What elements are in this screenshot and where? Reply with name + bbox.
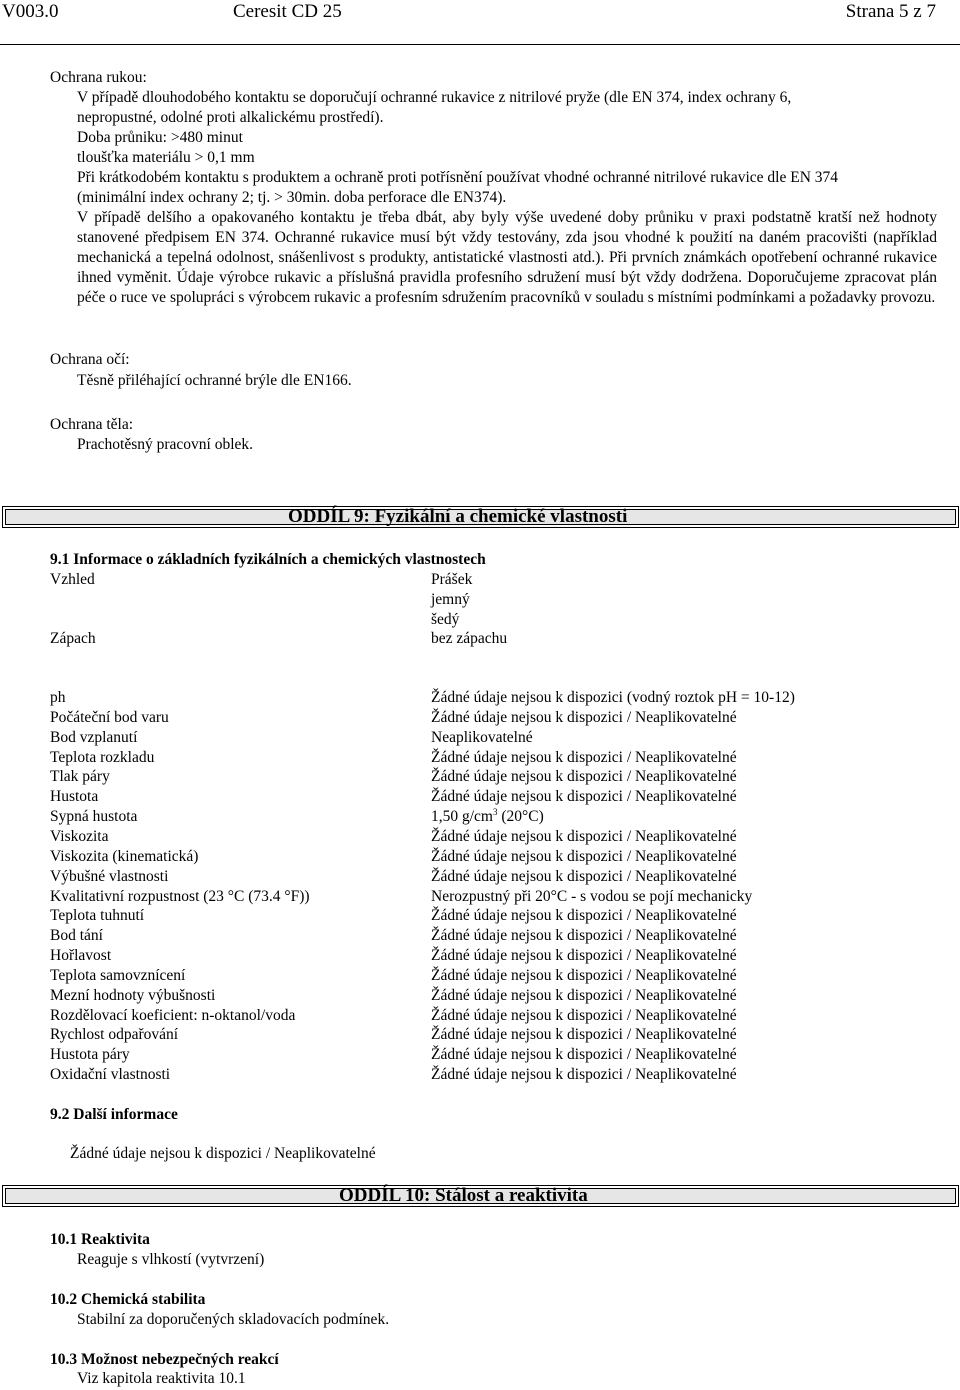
property-label: Kvalitativní rozpustnost (23 °C (73.4 °F))	[50, 888, 310, 905]
property-label: Bod tání	[50, 927, 103, 944]
doc-version: V003.0	[2, 1, 59, 22]
doc-title: Ceresit CD 25	[233, 1, 342, 22]
appearance-label: Vzhled	[50, 571, 95, 588]
hand-protection-para1-line2: nepropustné, odolné proti alkalickému prostředí).	[77, 109, 384, 126]
appearance-value-color: šedý	[431, 611, 460, 628]
property-value: Žádné údaje nejsou k dispozici / Neaplikovatelné	[431, 709, 737, 726]
property-value: Žádné údaje nejsou k dispozici / Neaplikovatelné	[431, 788, 737, 805]
property-value: Žádné údaje nejsou k dispozici / Neaplikovatelné	[431, 907, 737, 924]
property-label: Oxidační vlastnosti	[50, 1066, 171, 1083]
property-label: Rychlost odpařování	[50, 1026, 179, 1043]
property-value: Žádné údaje nejsou k dispozici / Neaplikovatelné	[431, 947, 737, 964]
property-value: Žádné údaje nejsou k dispozici / Neaplikovatelné	[431, 1066, 737, 1083]
page-number: Strana 5 z 7	[845, 1, 936, 22]
hand-protection-para1-line1: V případě dlouhodobého kontaktu se doporučují ochranné rukavice z nitrilové pryže (dle EN 374, index ochrany 6,	[77, 89, 792, 106]
eye-protection-label: Ochrana očí:	[50, 351, 130, 368]
short-contact-line1: Při krátkodobém kontaktu s produktem a ochraně proti potřísnění používat vhodné ochranné nitrilové rukavice dle EN 374	[77, 169, 839, 186]
property-label: Hořlavost	[50, 947, 112, 964]
section-10-title: ODDÍL 10: Stálost a reaktivita	[339, 1185, 588, 1206]
property-label: Hustota	[50, 788, 99, 805]
property-label: Výbušné vlastnosti	[50, 868, 169, 885]
property-value: Žádné údaje nejsou k dispozici / Neaplikovatelné	[431, 967, 737, 984]
short-contact-line2: (minimální index ochrany 2; tj. > 30min. doba perforace dle EN374).	[77, 189, 507, 206]
property-label: Mezní hodnoty výbušnosti	[50, 987, 216, 1004]
property-value: Žádné údaje nejsou k dispozici / Neaplikovatelné	[431, 927, 737, 944]
property-label: Viskozita (kinematická)	[50, 848, 199, 865]
subsection-10-3-title: 10.3 Možnost nebezpečných reakcí	[50, 1351, 279, 1368]
property-value: Neaplikovatelné	[431, 729, 533, 746]
property-value	[431, 807, 544, 827]
property-value: Žádné údaje nejsou k dispozici / Neaplikovatelné	[431, 987, 737, 1004]
header-rule	[0, 44, 960, 45]
subsection-10-3-text: Viz kapitola reaktivita 10.1	[77, 1370, 246, 1387]
section-9-title: ODDÍL 9: Fyzikální a chemické vlastnosti	[288, 506, 628, 527]
body-protection-label: Ochrana těla:	[50, 416, 134, 433]
subsection-10-1-text: Reaguje s vlhkostí (vytvrzení)	[77, 1251, 265, 1268]
property-label: Rozdělovací koeficient: n-oktanol/voda	[50, 1007, 296, 1024]
property-value: Žádné údaje nejsou k dispozici / Neaplikovatelné	[431, 768, 737, 785]
property-value-text: 1,50 g/cm	[431, 808, 493, 825]
subsection-9-2-title: 9.2 Další informace	[50, 1106, 178, 1123]
property-label: Hustota páry	[50, 1046, 130, 1063]
subsection-9-2-text: Žádné údaje nejsou k dispozici / Neaplikovatelné	[70, 1145, 376, 1162]
property-label: ph	[50, 689, 66, 706]
property-label: Počáteční bod varu	[50, 709, 169, 726]
appearance-value-form: Prášek	[431, 571, 473, 588]
long-contact-paragraph: V případě delšího a opakovaného kontaktu je třeba dbát, aby byly výše uvedené doby průniku v praxi podstatně kratší než hodnoty stanovené předpisem EN 374. Ochranné rukavice musí být vždy testovány, zda jsou vhodné k použití na daném pracovišti (například mechanická a tepelná odolnost, snášenlivost s produkty, antistatické vlastnosti atd.). Při prvních známkách opotřebení ochranné rukavice ihned vyměnit. Údaje výrobce rukavic a příslušná pravidla profesního sdružení musí být vždy dodržena. Doporučujeme zpracovat plán péče o ruce ve spolupráci s výrobcem rukavic a profesním sdružením pracovníků v souladu s místními podmínkami a požadavky provozu.	[77, 209, 937, 306]
property-label: Teplota tuhnutí	[50, 907, 145, 924]
property-value-suffix: (20°C)	[497, 808, 544, 825]
subsection-10-2-title: 10.2 Chemická stabilita	[50, 1291, 206, 1308]
property-value: Žádné údaje nejsou k dispozici / Neaplikovatelné	[431, 1026, 737, 1043]
property-value: Nerozpustný při 20°C - s vodou se pojí mechanicky	[431, 888, 753, 905]
appearance-value-texture: jemný	[431, 591, 470, 608]
material-thickness: tloušťka materiálu > 0,1 mm	[77, 149, 255, 166]
body-protection-text: Prachotěsný pracovní oblek.	[77, 436, 254, 453]
property-value: Žádné údaje nejsou k dispozici / Neaplikovatelné	[431, 749, 737, 766]
property-value: Žádné údaje nejsou k dispozici / Neaplikovatelné	[431, 1007, 737, 1024]
property-value: Žádné údaje nejsou k dispozici / Neaplikovatelné	[431, 828, 737, 845]
odor-label: Zápach	[50, 630, 96, 647]
property-label: Teplota rozkladu	[50, 749, 155, 766]
eye-protection-text: Těsně přiléhající ochranné brýle dle EN166.	[77, 372, 352, 389]
subsection-10-2-text: Stabilní za doporučených skladovacích podmínek.	[77, 1311, 390, 1328]
property-value: Žádné údaje nejsou k dispozici / Neaplikovatelné	[431, 1046, 737, 1063]
breakthrough-time: Doba průniku: >480 minut	[77, 129, 243, 146]
property-label: Teplota samovznícení	[50, 967, 186, 984]
property-value-superscript: 3	[493, 806, 498, 817]
property-value: Žádné údaje nejsou k dispozici (vodný roztok pH = 10-12)	[431, 689, 795, 706]
odor-value: bez zápachu	[431, 630, 508, 647]
subsection-9-1-title: 9.1 Informace o základních fyzikálních a chemických vlastnostech	[50, 551, 486, 568]
property-value: Žádné údaje nejsou k dispozici / Neaplikovatelné	[431, 868, 737, 885]
subsection-10-1-title: 10.1 Reaktivita	[50, 1231, 150, 1248]
property-value: Žádné údaje nejsou k dispozici / Neaplikovatelné	[431, 848, 737, 865]
hand-protection-label: Ochrana rukou:	[50, 69, 147, 86]
property-label: Bod vzplanutí	[50, 729, 138, 746]
property-label: Sypná hustota	[50, 808, 138, 825]
property-label: Tlak páry	[50, 768, 110, 785]
property-label: Viskozita	[50, 828, 109, 845]
